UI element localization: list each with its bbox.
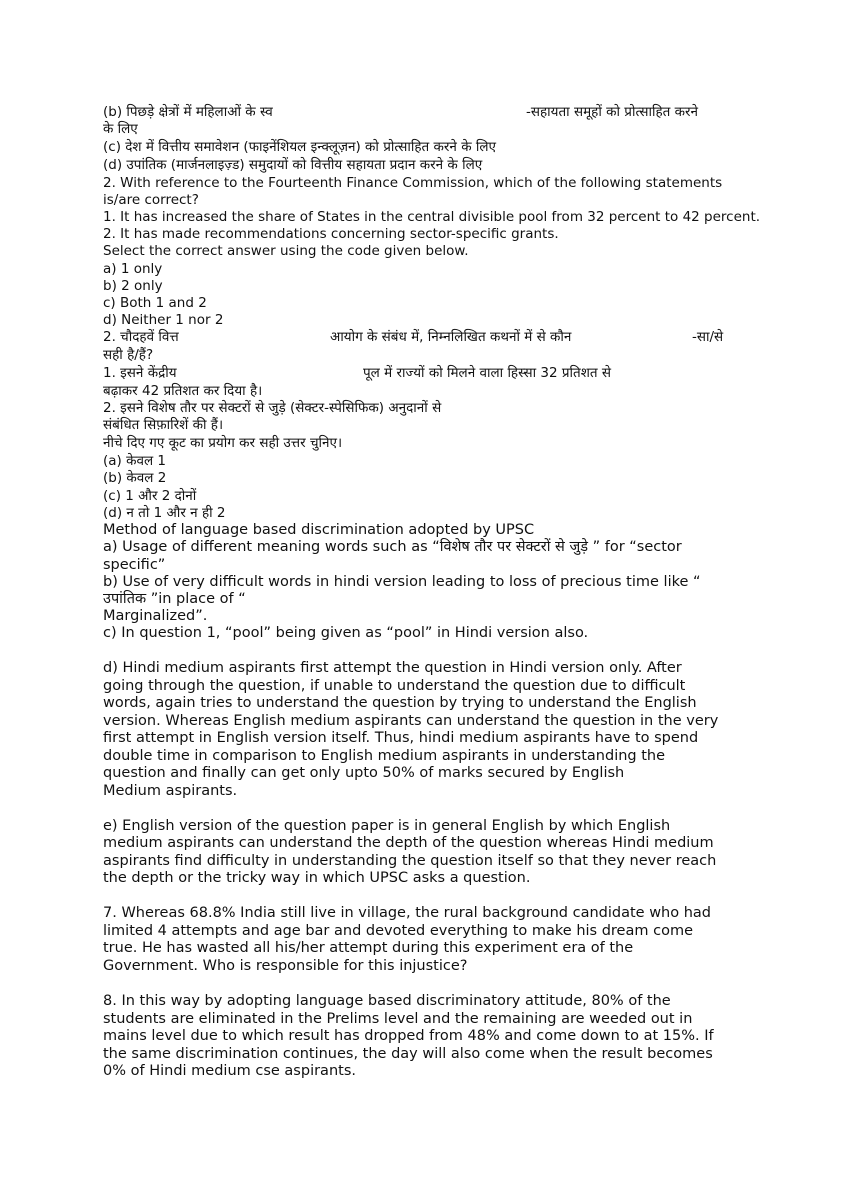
text-line: Select the correct answer using the code given below.	[103, 243, 469, 259]
text-line: aspirants find difficulty in understanding the question itself so that they never reach	[103, 853, 717, 869]
text-line: question and finally can get only upto 50% of marks secured by English	[103, 765, 625, 781]
text-line: (c) 1 और 2 दोनों	[103, 488, 197, 504]
text-line: 2. With reference to the Fourteenth Finance Commission, which of the following statements	[103, 175, 723, 191]
text-line: students are eliminated in the Prelims level and the remaining are weeded out in	[103, 1011, 693, 1027]
text-line: true. He has wasted all his/her attempt during this experiment era of the	[103, 940, 634, 956]
text-line: (d) न तो 1 और न ही 2	[103, 505, 226, 521]
text-line: b) Use of very difficult words in hindi version leading to loss of precious time like “	[103, 574, 701, 590]
text-line: नीचे दिए गए कूट का प्रयोग कर सही उत्तर चुनिए।	[103, 435, 343, 451]
text-line: (c) देश में वित्तीय समावेशन (फाइनेंशियल इन्क्लूज़न) को प्रोत्साहित करने के लिए	[103, 139, 496, 155]
text-line: is/are correct?	[103, 192, 199, 208]
text-line: words, again tries to understand the question by trying to understand the English	[103, 695, 697, 711]
text-line: 2. It has made recommendations concerning sector-specific grants.	[103, 226, 559, 242]
text-line: 1. It has increased the share of States in the central divisible pool from 32 percent to 42 percent.	[103, 209, 761, 225]
text-line: medium aspirants can understand the depth of the question whereas Hindi medium	[103, 835, 714, 851]
text-line: first attempt in English version itself. Thus, hindi medium aspirants have to spend	[103, 730, 699, 746]
text-line: b) 2 only	[103, 278, 163, 294]
text-line: के लिए	[103, 121, 138, 137]
text-line: 0% of Hindi medium cse aspirants.	[103, 1063, 356, 1079]
text-line: specific”	[103, 557, 166, 573]
text-line-fragment: -सा/से	[692, 329, 724, 345]
text-line: going through the question, if unable to understand the question due to difficult	[103, 678, 686, 694]
section-heading: Method of language based discrimination adopted by UPSC	[103, 522, 535, 538]
text-line: Marginalized”.	[103, 608, 208, 624]
text-line: c) In question 1, “pool” being given as “pool” in Hindi version also.	[103, 625, 589, 641]
text-line: (b) केवल 2	[103, 470, 167, 486]
text-line: a) Usage of different meaning words such as “विशेष तौर पर सेक्टरों से जुड़े ” for “sector	[103, 539, 682, 555]
text-line: d) Neither 1 nor 2	[103, 312, 224, 328]
text-line: the depth or the tricky way in which UPSC asks a question.	[103, 870, 531, 886]
text-line: (d) उपांतिक (मार्जनलाइज़्ड) समुदायों को वित्तीय सहायता प्रदान करने के लिए	[103, 157, 483, 173]
text-line: limited 4 attempts and age bar and devoted everything to make his dream come	[103, 923, 693, 939]
text-line: 1. इसने केंद्रीय	[103, 365, 177, 381]
text-line: 2. इसने विशेष तौर पर सेक्टरों से जुड़े (सेक्टर-स्पेसिफिक) अनुदानों से	[103, 400, 442, 416]
text-line: d) Hindi medium aspirants first attempt the question in Hindi version only. After	[103, 660, 682, 676]
text-line: (a) केवल 1	[103, 453, 167, 469]
text-line: उपांतिक ”in place of “	[103, 591, 246, 607]
text-line: संबंधित सिफ़ारिशें की हैं।	[103, 417, 224, 433]
text-line: the same discrimination continues, the day will also come when the result becomes	[103, 1046, 713, 1062]
text-line: Medium aspirants.	[103, 783, 238, 799]
text-line-fragment: आयोग के संबंध में, निम्नलिखित कथनों में से कौन	[330, 329, 572, 345]
text-line: Government. Who is responsible for this injustice?	[103, 958, 468, 974]
text-line: c) Both 1 and 2	[103, 295, 207, 311]
text-line-fragment: पूल में राज्यों को मिलने वाला हिस्सा 32 प्रतिशत से	[363, 365, 612, 381]
text-line: 2. चौदहवें वित्त	[103, 329, 179, 345]
text-line: बढ़ाकर 42 प्रतिशत कर दिया है।	[103, 383, 263, 399]
text-line: version. Whereas English medium aspirants can understand the question in the very	[103, 713, 719, 729]
text-line: e) English version of the question paper is in general English by which English	[103, 818, 671, 834]
text-line: 8. In this way by adopting language based discriminatory attitude, 80% of the	[103, 993, 671, 1009]
text-line: सही है/हैं?	[103, 347, 154, 363]
text-line: double time in comparison to English medium aspirants in understanding the	[103, 748, 666, 764]
text-line: (b) पिछड़े क्षेत्रों में महिलाओं के स्व	[103, 104, 273, 120]
text-line: mains level due to which result has dropped from 48% and come down to at 15%. If	[103, 1028, 714, 1044]
text-line: 7. Whereas 68.8% India still live in village, the rural background candidate who had	[103, 905, 712, 921]
text-line: a) 1 only	[103, 261, 163, 277]
text-line-fragment: -सहायता समूहों को प्रोत्साहित करने	[526, 104, 698, 120]
